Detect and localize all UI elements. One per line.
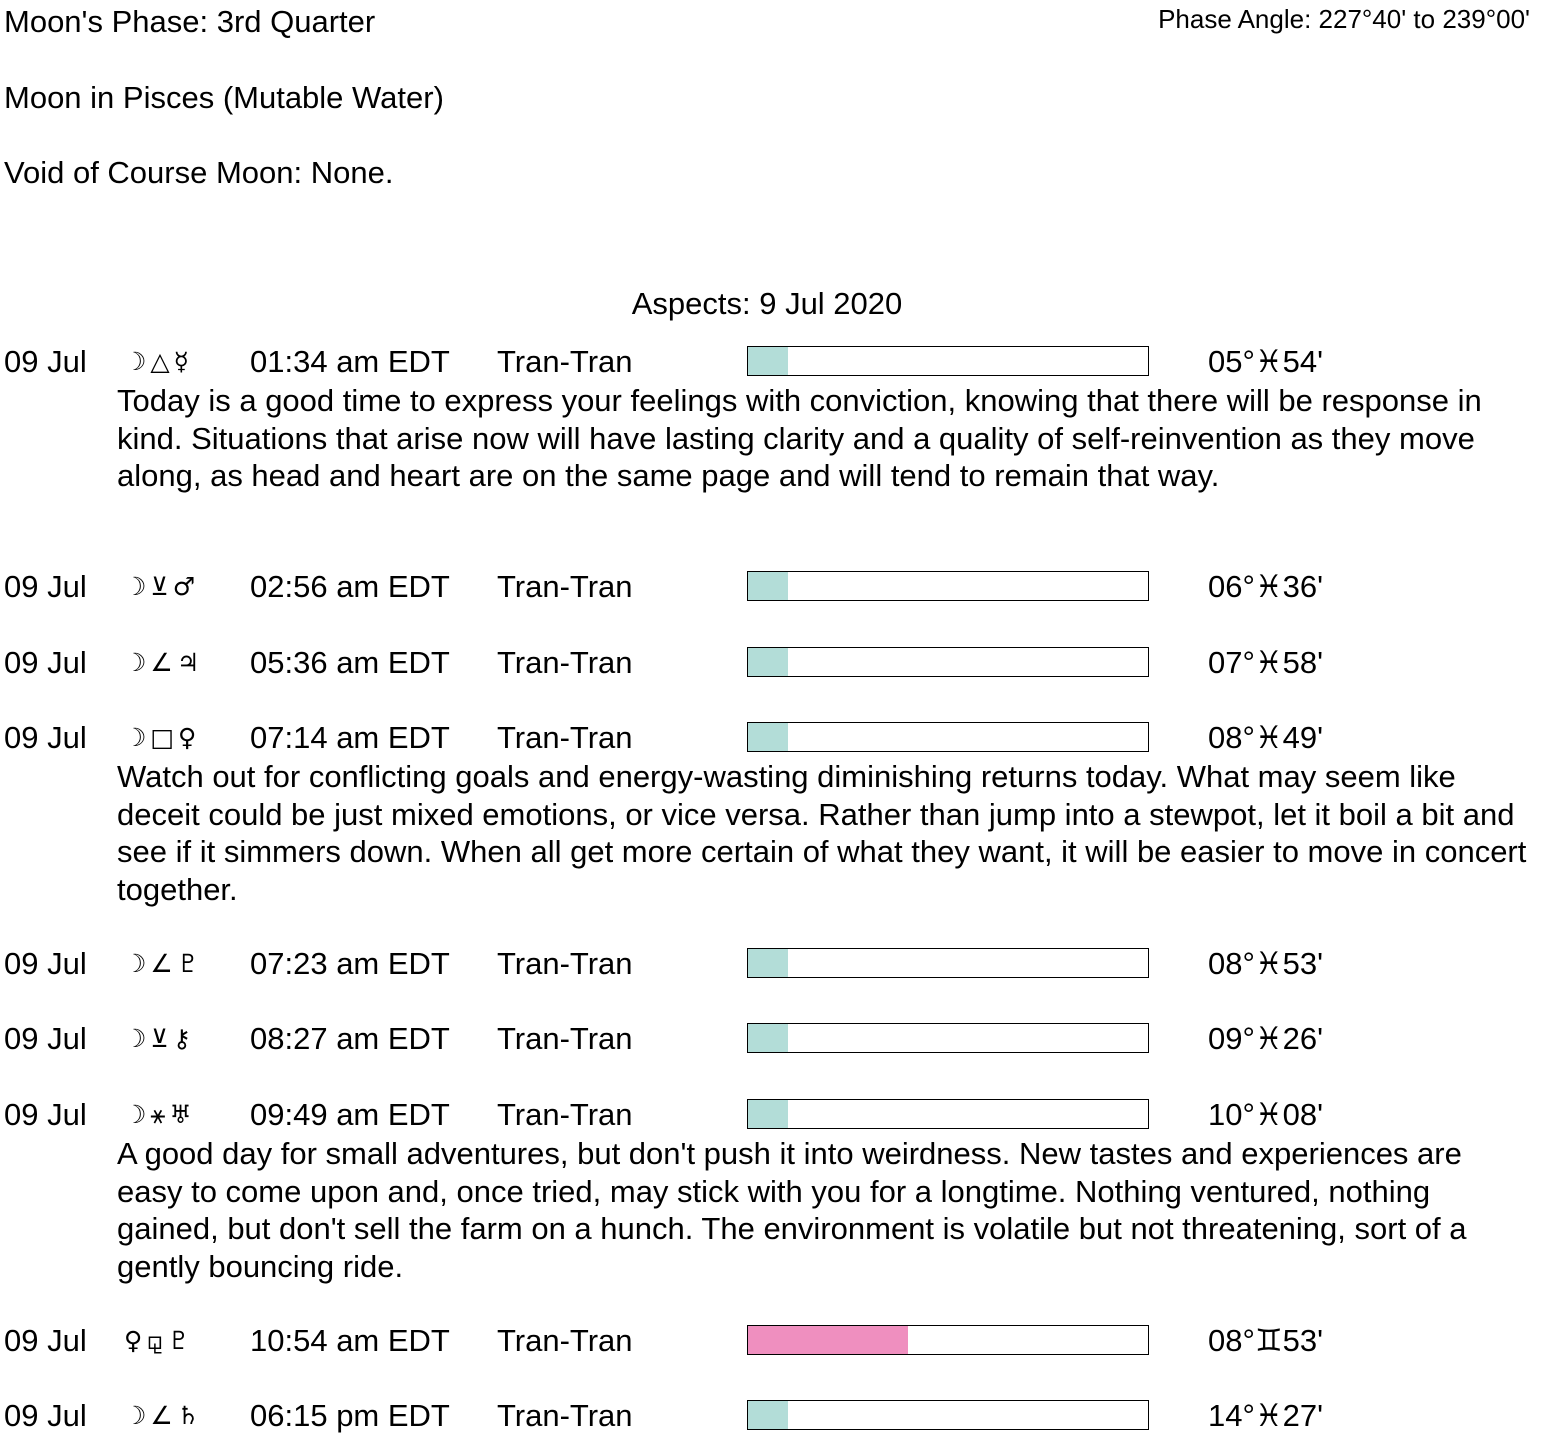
strength-bar-fill [748,347,788,375]
aspect-description: Today is a good time to express your feelings with conviction, knowing that there will be response in kind. Situations that arise now will have lasting clarity and a quality of self-reinvention as they move along, as head and heart are on the same page and will tend to remain that way. [117,383,1482,493]
strength-bar [747,948,1149,978]
aspect-time: 08:27 am EDT [250,1021,450,1056]
moon-phase: Moon's Phase: 3rd Quarter [4,4,376,39]
aspect-glyphs: ☽∠♄ [124,1401,204,1430]
aspect-type: Tran-Tran [497,569,633,604]
void-of-course: Void of Course Moon: None. [4,155,394,190]
moon-sign: Moon in Pisces (Mutable Water) [4,80,444,115]
aspect-row [0,720,1542,756]
aspect-date: 09 Jul [4,1398,87,1433]
strength-bar-fill [748,1024,788,1052]
aspect-type: Tran-Tran [497,344,633,379]
aspect-row [0,569,1542,605]
aspects-title: Aspects: 9 Jul 2020 [631,286,903,321]
aspect-glyphs: ♀⚼♇ [124,1326,194,1355]
aspect-date: 09 Jul [4,1323,87,1358]
aspect-position: 08°♓49' [1208,720,1324,755]
strength-bar-fill [748,572,788,600]
strength-bar-fill [748,723,788,751]
aspect-row [0,1097,1542,1133]
aspect-date: 09 Jul [4,1021,87,1056]
aspect-description: Watch out for conflicting goals and energy-wasting diminishing returns today. What may seem like deceit could be just mixed emotions, or vice versa. Rather than jump into a stewpot, let it boil a bit and see if it simmers down. When all get more certain of what they want, it will be easier to move in concert together. [117,759,1527,907]
aspect-time: 07:23 am EDT [250,946,450,981]
aspect-row [0,645,1542,681]
strength-bar-fill [748,1401,788,1429]
aspect-glyphs: ☽⚹♅ [124,1100,196,1129]
aspect-row [0,1021,1542,1057]
strength-bar-fill [748,949,788,977]
aspect-position: 14°♓27' [1208,1398,1324,1433]
aspect-position: 08°♊53' [1208,1323,1324,1358]
strength-bar [747,722,1149,752]
aspect-time: 05:36 am EDT [250,645,450,680]
strength-bar [747,571,1149,601]
aspect-date: 09 Jul [4,720,87,755]
aspect-type: Tran-Tran [497,1097,633,1132]
aspect-position: 10°♓08' [1208,1097,1324,1132]
aspect-type: Tran-Tran [497,645,633,680]
aspect-position: 05°♓54' [1208,344,1324,379]
aspect-glyphs: ☽∠♃ [124,648,204,677]
aspect-glyphs: ☽⊻♂ [124,572,200,601]
aspect-row [0,1323,1542,1359]
aspect-description: A good day for small adventures, but don't push it into weirdness. New tastes and experiences are easy to come upon and, once tried, may stick with you for a longtime. Nothing ventured, nothing gained, but don't sell the farm on a hunch. The environment is volatile but not threatening, sort of a gently bouncing ride. [117,1136,1467,1284]
strength-bar [747,647,1149,677]
aspect-position: 08°♓53' [1208,946,1324,981]
aspect-time: 06:15 pm EDT [250,1398,450,1433]
aspect-date: 09 Jul [4,1097,87,1132]
aspect-time: 02:56 am EDT [250,569,450,604]
aspect-date: 09 Jul [4,344,87,379]
aspect-glyphs: ☽⊻⚷ [124,1024,196,1053]
aspect-date: 09 Jul [4,645,87,680]
aspect-position: 07°♓58' [1208,645,1324,680]
strength-bar [747,1400,1149,1430]
aspect-time: 07:14 am EDT [250,720,450,755]
aspect-glyphs: ☽∠♇ [124,949,204,978]
phase-angle: Phase Angle: 227°40' to 239°00' [1158,4,1530,34]
aspect-row [0,344,1542,380]
aspect-time: 09:49 am EDT [250,1097,450,1132]
aspect-time: 01:34 am EDT [250,344,450,379]
strength-bar-fill [748,1326,908,1354]
aspect-type: Tran-Tran [497,720,633,755]
aspect-type: Tran-Tran [497,1021,633,1056]
strength-bar-fill [748,1100,788,1128]
strength-bar [747,346,1149,376]
aspect-date: 09 Jul [4,569,87,604]
aspect-type: Tran-Tran [497,1323,633,1358]
aspect-date: 09 Jul [4,946,87,981]
strength-bar [747,1325,1149,1355]
aspect-position: 06°♓36' [1208,569,1324,604]
aspect-position: 09°♓26' [1208,1021,1324,1056]
strength-bar [747,1023,1149,1053]
strength-bar-fill [748,648,788,676]
strength-bar [747,1099,1149,1129]
aspect-glyphs: ☽△☿ [124,347,193,376]
aspect-type: Tran-Tran [497,946,633,981]
aspect-row [0,946,1542,982]
aspect-glyphs: ☽□♀ [124,723,201,752]
aspect-row [0,1398,1542,1434]
aspect-time: 10:54 am EDT [250,1323,450,1358]
aspect-type: Tran-Tran [497,1398,633,1433]
